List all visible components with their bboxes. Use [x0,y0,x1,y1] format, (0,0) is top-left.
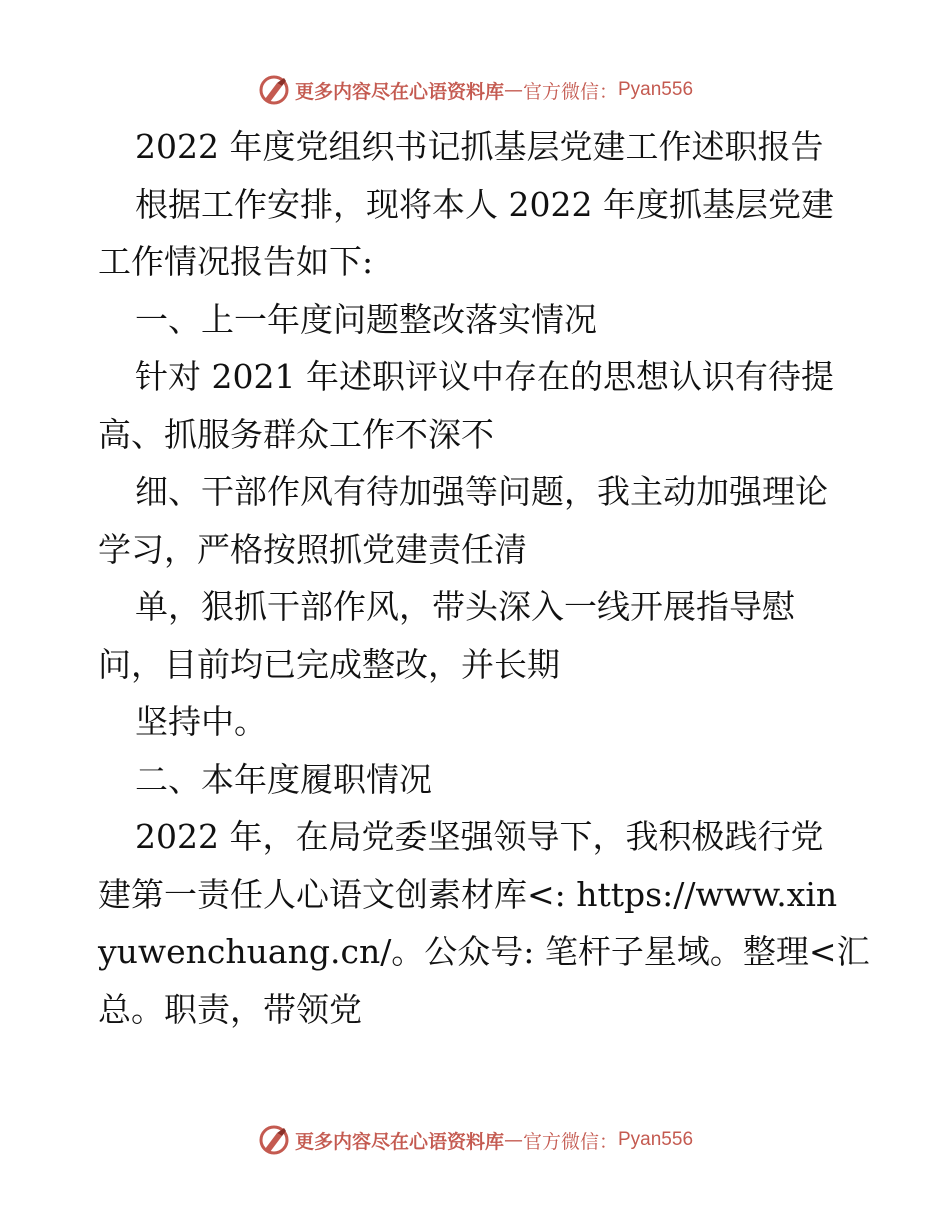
banner-title: 更多内容尽在心语资料库 [294,80,504,103]
paragraph-line: 根据工作安排，现将本人 2022 年度抓基层党建 [135,184,834,224]
paragraph-line: 高、抓服务群众工作不深不 [98,414,494,454]
paragraph-line: 建第一责任人心语文创素材库<: https://www.xin [98,874,838,914]
banner-separator: — [503,1129,523,1151]
paragraph-line: 工作情况报告如下: [98,242,374,281]
banner-wechat-id: Pyan556 [618,79,694,100]
paragraph-line: 总。职责，带领党 [98,989,362,1029]
paragraph-line: 问，目前均已完成整改，并长期 [98,644,560,684]
footer-banner [0,1120,950,1160]
paragraph-line: 坚持中。 [135,702,267,741]
section-heading: 二、本年度履职情况 [135,759,432,799]
paragraph-line: 学习，严格按照抓党建责任清 [98,529,527,569]
banner-wechat-label: 官方微信： [522,80,618,103]
paragraph-line: 2022 年，在局党委坚强领导下，我积极践行党 [135,817,824,856]
document-title: 2022 年度党组织书记抓基层党建工作述职报告 [135,127,824,166]
pen-nib-logo-icon [257,73,291,107]
banner-title: 更多内容尽在心语资料库 [294,1130,504,1153]
section-heading: 一、上一年度问题整改落实情况 [135,299,597,339]
header-banner [0,70,950,110]
paragraph-line: yuwenchuang.cn/。公众号: 笔杆子星域。整理<汇 [98,932,870,971]
paragraph-line: 单，狠抓干部作风，带头深入一线开展指导慰 [135,587,795,626]
paragraph-line: 细、干部作风有待加强等问题，我主动加强理论 [135,472,828,511]
paragraph-line: 针对 2021 年述职评议中存在的思想认识有待提 [135,357,834,396]
banner-wechat-label: 官方微信： [522,1130,618,1153]
pen-nib-logo-icon [257,1123,291,1157]
banner-separator: — [503,79,523,101]
banner-wechat-id: Pyan556 [618,1129,694,1150]
document-body [98,118,870,1038]
